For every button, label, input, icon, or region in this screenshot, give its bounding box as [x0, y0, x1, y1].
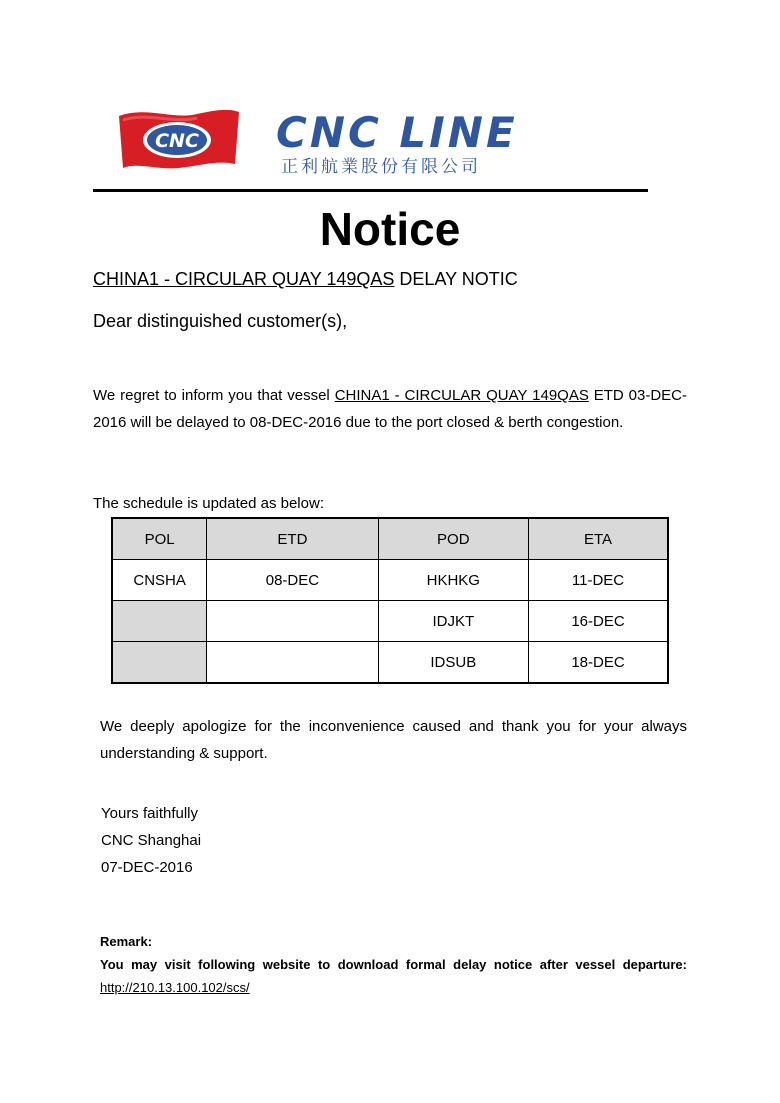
- brand-name: CNC LINE: [276, 108, 518, 157]
- table-row: [112, 560, 668, 601]
- header-eta: ETA: [529, 518, 668, 560]
- cell-pod: IDJKT: [378, 601, 528, 642]
- cell-pol: [112, 642, 207, 684]
- cell-etd: [207, 601, 378, 642]
- cell-etd: [207, 642, 378, 684]
- cell-eta: 18-DEC: [529, 642, 668, 684]
- apology-paragraph: We deeply apologize for the inconvenience caused and thank you for your always understanding & support.: [100, 718, 687, 762]
- cell-pol: [112, 601, 207, 642]
- signoff: [101, 800, 201, 881]
- cell-eta: 11-DEC: [529, 560, 668, 601]
- cell-pol: CNSHA: [112, 560, 207, 601]
- cnc-flag-logo: [117, 106, 241, 172]
- cell-pod: IDSUB: [378, 642, 528, 684]
- header-etd: ETD: [207, 518, 378, 560]
- logo-text: CNC: [155, 130, 199, 152]
- remark-label: Remark:: [100, 934, 153, 949]
- office-name: CNC Shanghai: [101, 832, 202, 849]
- header-divider: [93, 189, 648, 192]
- paragraph-text: We regret to inform you that vessel: [93, 387, 335, 404]
- greeting: Dear distinguished customer(s),: [93, 311, 348, 331]
- table-header-row: [112, 518, 668, 560]
- table-row: [112, 601, 668, 642]
- table-row: [112, 642, 668, 684]
- closing: Yours faithfully: [101, 805, 199, 822]
- schedule-intro: The schedule is updated as below:: [93, 495, 324, 512]
- paragraph-text: ETD 03-DEC-2016 will be delayed to 08-DEC-2016 due to the port closed & berth congestion.: [93, 387, 688, 431]
- vessel-name: CHINA1 - CIRCULAR QUAY 149QAS: [334, 387, 589, 404]
- cell-eta: 16-DEC: [529, 601, 668, 642]
- schedule-table: [111, 517, 669, 684]
- download-link[interactable]: http://210.13.100.102/scs/: [100, 980, 250, 995]
- cell-etd: 08-DEC: [207, 560, 378, 601]
- delay-paragraph: [93, 382, 687, 436]
- cell-pod: HKHKG: [378, 560, 528, 601]
- brand-name-chinese: 正利航業股份有限公司: [281, 157, 481, 177]
- header-pod: POD: [378, 518, 528, 560]
- remark-text: You may visit following website to download formal delay notice after vessel departure:: [100, 957, 687, 972]
- letterhead: [93, 100, 648, 192]
- subject-vessel: CHINA1 - CIRCULAR QUAY 149QAS: [93, 269, 395, 289]
- remark-block: [100, 930, 687, 999]
- subject-line: [93, 268, 518, 290]
- header-pol: POL: [112, 518, 207, 560]
- subject-rest: DELAY NOTIC: [394, 269, 518, 289]
- notice-date: 07-DEC-2016: [101, 859, 193, 876]
- page-title: Notice: [319, 203, 461, 255]
